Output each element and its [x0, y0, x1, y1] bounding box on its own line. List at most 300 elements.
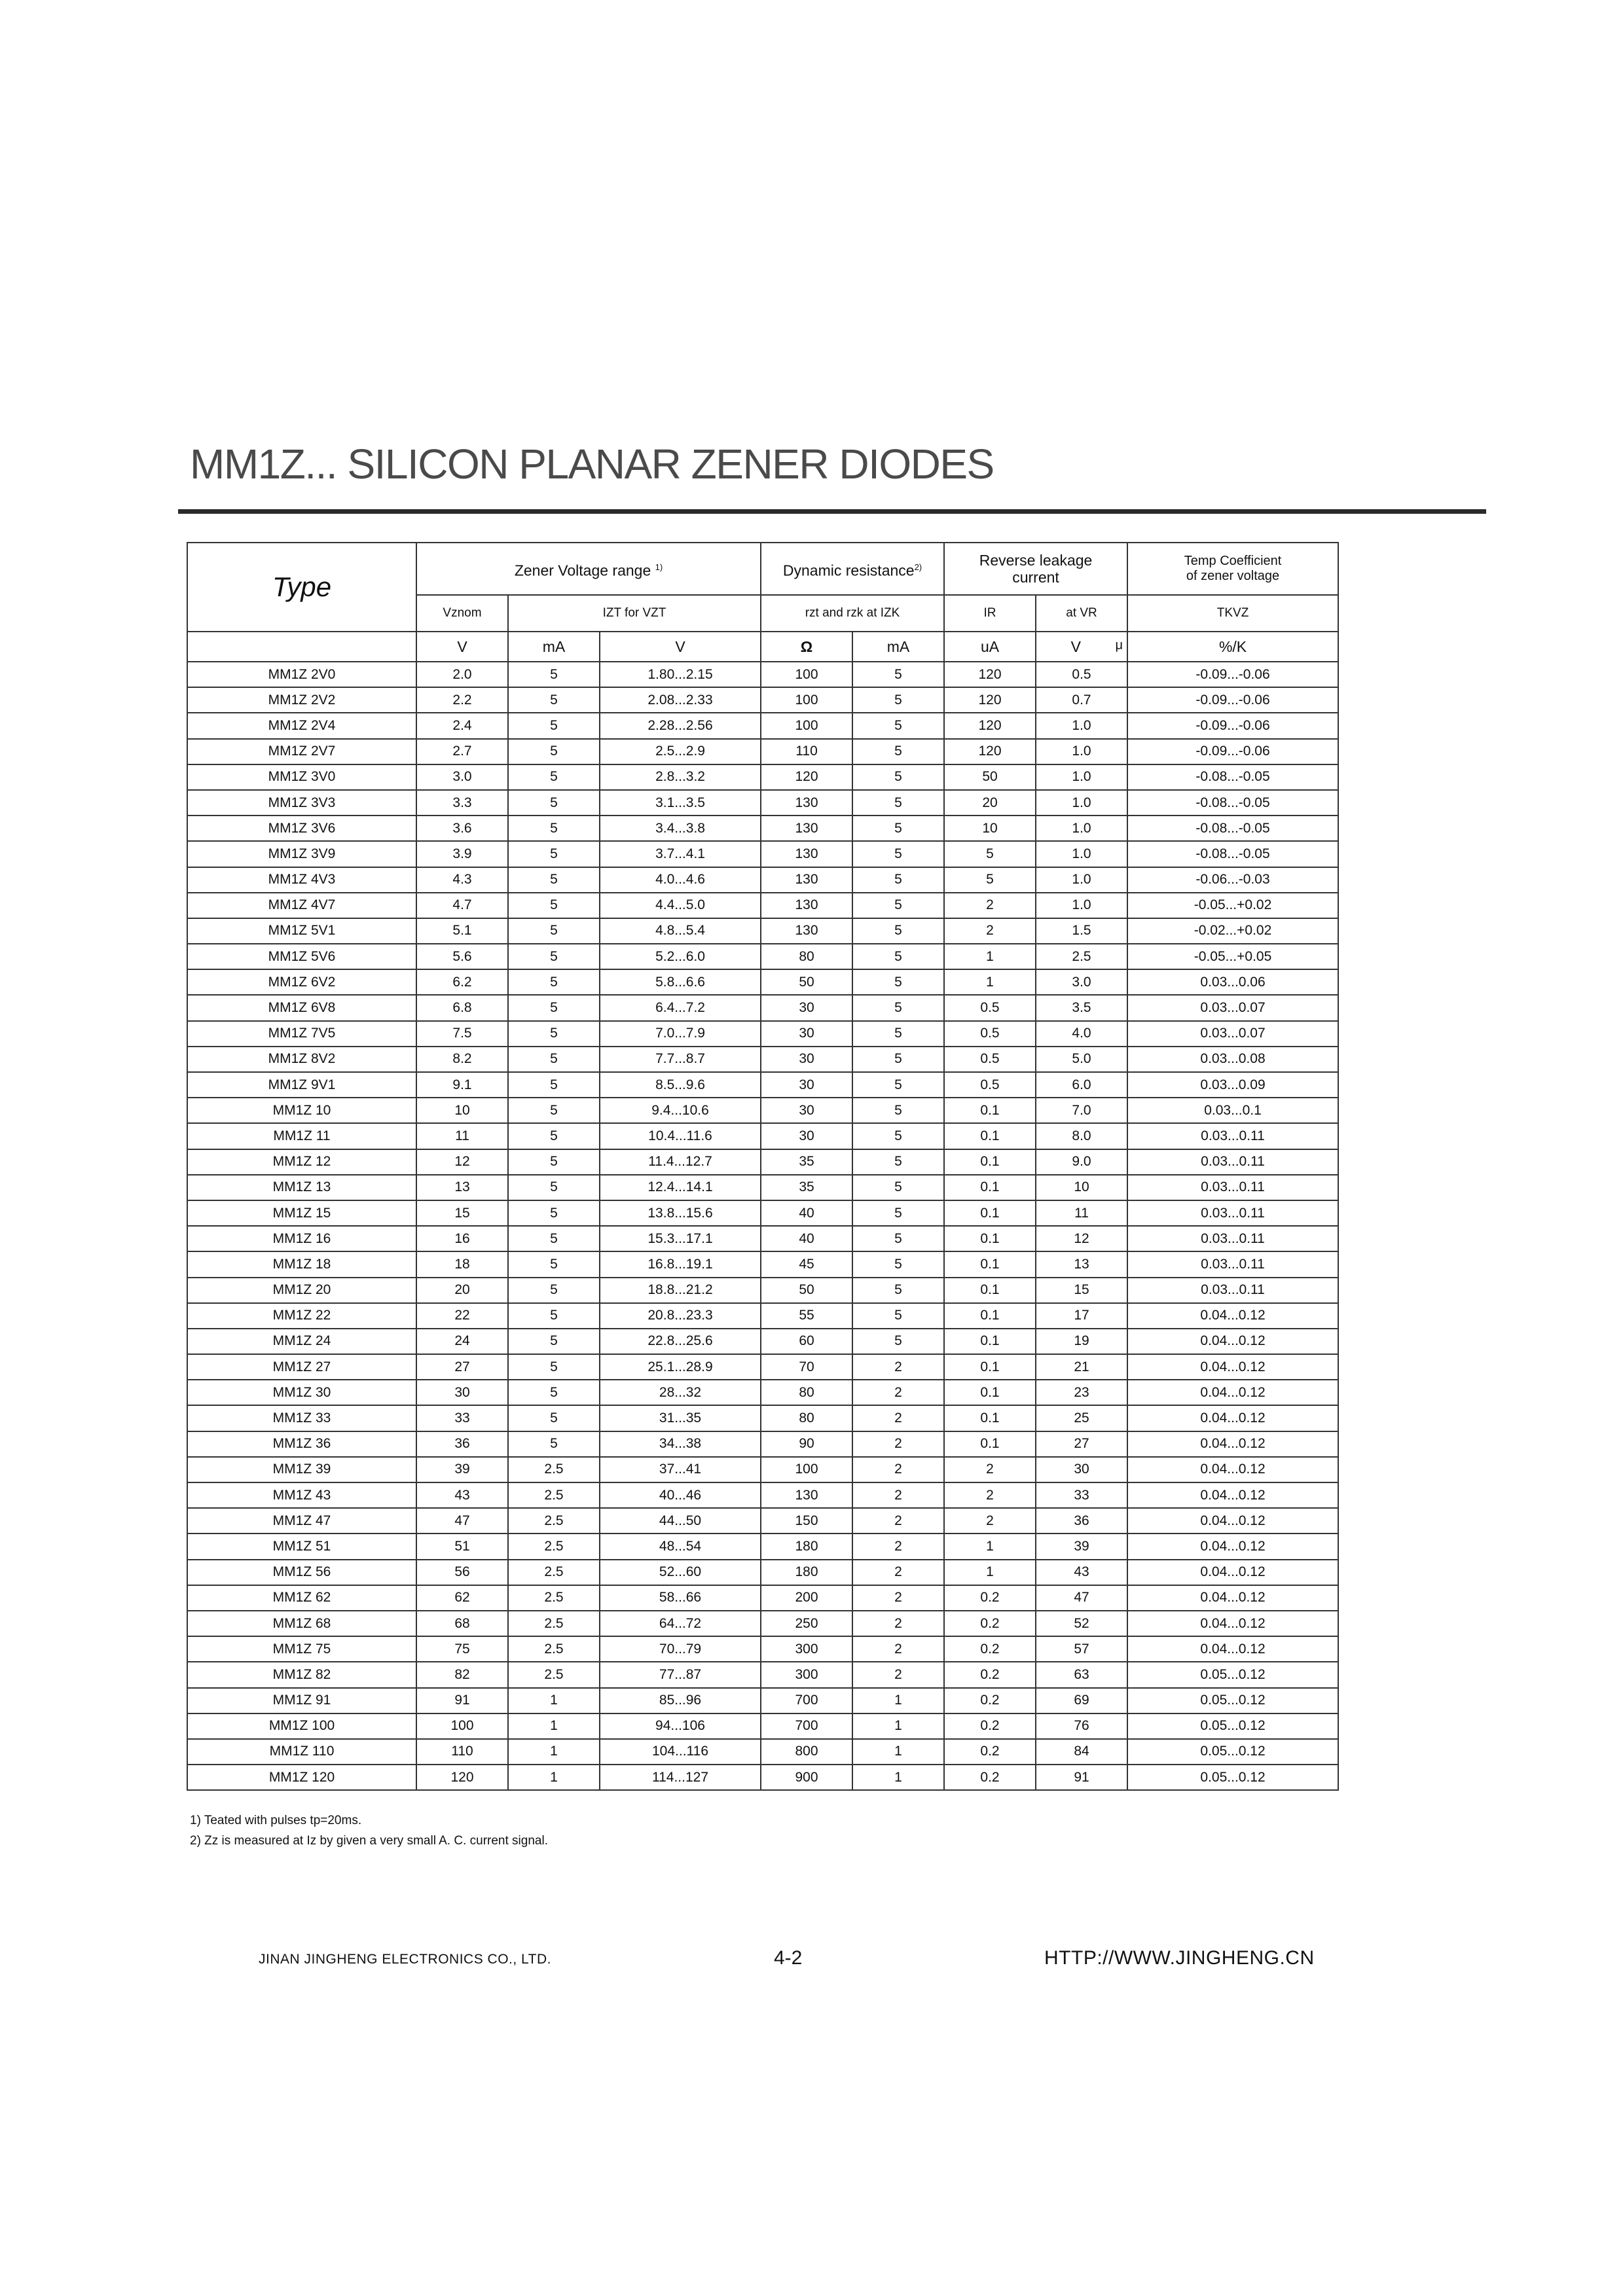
cell-rzt: 30	[761, 995, 852, 1020]
cell-rzt: 100	[761, 662, 852, 687]
cell-ir: 20	[944, 790, 1036, 816]
cell-type: MM1Z 110	[187, 1739, 416, 1765]
cell-vzt-range: 104...116	[600, 1739, 761, 1765]
cell-type: MM1Z 22	[187, 1303, 416, 1329]
header-at-vr: at VR	[1036, 595, 1127, 632]
cell-izt: 5	[508, 790, 600, 816]
cell-ir: 0.5	[944, 1072, 1036, 1098]
unit-ma: mA	[508, 632, 600, 662]
cell-tkvz: 0.04...0.12	[1127, 1585, 1338, 1611]
table-row	[187, 1226, 1338, 1251]
cell-rzt: 300	[761, 1662, 852, 1687]
cell-vzt-range: 28...32	[600, 1380, 761, 1405]
cell-izk: 2	[852, 1662, 944, 1687]
cell-vr: 52	[1036, 1611, 1127, 1636]
cell-vzt-range: 13.8...15.6	[600, 1200, 761, 1226]
cell-ir: 0.1	[944, 1354, 1036, 1380]
cell-vzt-range: 48...54	[600, 1534, 761, 1559]
cell-izt: 2.5	[508, 1662, 600, 1687]
cell-tkvz: 0.03...0.07	[1127, 1021, 1338, 1047]
cell-tkvz: 0.05...0.12	[1127, 1688, 1338, 1713]
cell-vzt-range: 31...35	[600, 1405, 761, 1431]
cell-vr: 2.5	[1036, 944, 1127, 969]
cell-vzt-range: 77...87	[600, 1662, 761, 1687]
cell-rzt: 130	[761, 918, 852, 944]
cell-vznom: 5.6	[416, 944, 508, 969]
table-row	[187, 995, 1338, 1020]
cell-tkvz: -0.09...-0.06	[1127, 713, 1338, 738]
table-row	[187, 1021, 1338, 1047]
cell-izk: 5	[852, 1278, 944, 1303]
cell-izt: 5	[508, 918, 600, 944]
cell-rzt: 130	[761, 816, 852, 841]
cell-vznom: 5.1	[416, 918, 508, 944]
cell-ir: 0.2	[944, 1765, 1036, 1790]
cell-ir: 0.2	[944, 1636, 1036, 1662]
cell-ir: 0.1	[944, 1431, 1036, 1457]
header-vznom: Vznom	[416, 595, 508, 632]
cell-vr: 13	[1036, 1251, 1127, 1277]
table-row	[187, 1149, 1338, 1175]
table-row	[187, 1329, 1338, 1354]
cell-type: MM1Z 120	[187, 1765, 416, 1790]
cell-vzt-range: 2.8...3.2	[600, 764, 761, 790]
table-row	[187, 1636, 1338, 1662]
cell-vznom: 8.2	[416, 1047, 508, 1072]
cell-vzt-range: 25.1...28.9	[600, 1354, 761, 1380]
cell-izt: 5	[508, 1405, 600, 1431]
cell-type: MM1Z 91	[187, 1688, 416, 1713]
table-row	[187, 1354, 1338, 1380]
table-row	[187, 1303, 1338, 1329]
cell-vzt-range: 22.8...25.6	[600, 1329, 761, 1354]
cell-tkvz: -0.02...+0.02	[1127, 918, 1338, 944]
cell-rzt: 700	[761, 1713, 852, 1739]
cell-type: MM1Z 33	[187, 1405, 416, 1431]
cell-tkvz: 0.04...0.12	[1127, 1405, 1338, 1431]
cell-vznom: 91	[416, 1688, 508, 1713]
table-row	[187, 1688, 1338, 1713]
cell-tkvz: -0.05...+0.02	[1127, 893, 1338, 918]
cell-type: MM1Z 8V2	[187, 1047, 416, 1072]
cell-vzt-range: 2.08...2.33	[600, 687, 761, 713]
cell-rzt: 50	[761, 1278, 852, 1303]
cell-rzt: 800	[761, 1739, 852, 1765]
cell-tkvz: -0.05...+0.05	[1127, 944, 1338, 969]
cell-ir: 1	[944, 1534, 1036, 1559]
cell-tkvz: -0.08...-0.05	[1127, 816, 1338, 841]
cell-type: MM1Z 20	[187, 1278, 416, 1303]
table-row	[187, 1047, 1338, 1072]
table-row	[187, 662, 1338, 687]
unit-ua: uA	[944, 632, 1036, 662]
cell-tkvz: 0.03...0.07	[1127, 995, 1338, 1020]
cell-ir: 0.2	[944, 1662, 1036, 1687]
cell-type: MM1Z 13	[187, 1175, 416, 1200]
cell-izt: 5	[508, 893, 600, 918]
table-row	[187, 1611, 1338, 1636]
cell-tkvz: 0.03...0.09	[1127, 1072, 1338, 1098]
cell-rzt: 150	[761, 1508, 852, 1534]
cell-type: MM1Z 43	[187, 1482, 416, 1508]
cell-tkvz: 0.03...0.11	[1127, 1278, 1338, 1303]
header-ir: IR	[944, 595, 1036, 632]
cell-vznom: 68	[416, 1611, 508, 1636]
cell-izt: 2.5	[508, 1482, 600, 1508]
cell-vznom: 15	[416, 1200, 508, 1226]
cell-rzt: 700	[761, 1688, 852, 1713]
cell-tkvz: 0.04...0.12	[1127, 1611, 1338, 1636]
header-zener-range-label: Zener Voltage range	[514, 562, 651, 579]
table-row	[187, 1200, 1338, 1226]
cell-tkvz: 0.03...0.11	[1127, 1226, 1338, 1251]
cell-rzt: 35	[761, 1175, 852, 1200]
cell-vr: 1.0	[1036, 790, 1127, 816]
cell-ir: 0.2	[944, 1713, 1036, 1739]
cell-izt: 1	[508, 1739, 600, 1765]
cell-vr: 19	[1036, 1329, 1127, 1354]
cell-vznom: 62	[416, 1585, 508, 1611]
cell-rzt: 180	[761, 1560, 852, 1585]
cell-rzt: 40	[761, 1226, 852, 1251]
cell-izt: 2.5	[508, 1534, 600, 1559]
cell-vznom: 47	[416, 1508, 508, 1534]
cell-izk: 5	[852, 1226, 944, 1251]
cell-tkvz: 0.04...0.12	[1127, 1380, 1338, 1405]
unit-v-vr-label: V	[1070, 637, 1081, 655]
cell-tkvz: -0.09...-0.06	[1127, 687, 1338, 713]
cell-type: MM1Z 2V2	[187, 687, 416, 713]
cell-vr: 3.5	[1036, 995, 1127, 1020]
cell-rzt: 130	[761, 893, 852, 918]
cell-rzt: 80	[761, 1405, 852, 1431]
cell-izk: 2	[852, 1508, 944, 1534]
cell-izt: 5	[508, 944, 600, 969]
header-rzt-rzk: rzt and rzk at IZK	[761, 595, 944, 632]
cell-vzt-range: 16.8...19.1	[600, 1251, 761, 1277]
cell-ir: 0.2	[944, 1739, 1036, 1765]
cell-type: MM1Z 6V2	[187, 969, 416, 995]
cell-vzt-range: 2.28...2.56	[600, 713, 761, 738]
cell-ir: 1	[944, 1560, 1036, 1585]
header-dynamic-label: Dynamic resistance	[782, 562, 915, 579]
table-row	[187, 816, 1338, 841]
cell-rzt: 30	[761, 1098, 852, 1123]
cell-vzt-range: 70...79	[600, 1636, 761, 1662]
cell-vr: 3.0	[1036, 969, 1127, 995]
cell-rzt: 30	[761, 1021, 852, 1047]
cell-rzt: 130	[761, 867, 852, 893]
cell-izt: 2.5	[508, 1611, 600, 1636]
cell-rzt: 30	[761, 1123, 852, 1149]
cell-tkvz: -0.08...-0.05	[1127, 764, 1338, 790]
cell-ir: 0.1	[944, 1278, 1036, 1303]
unit-pct-per-k: %/K	[1127, 632, 1338, 662]
cell-rzt: 100	[761, 1457, 852, 1482]
cell-vzt-range: 20.8...23.3	[600, 1303, 761, 1329]
cell-type: MM1Z 82	[187, 1662, 416, 1687]
cell-izt: 2.5	[508, 1560, 600, 1585]
cell-izk: 5	[852, 969, 944, 995]
unit-ohm: Ω	[761, 632, 852, 662]
cell-ir: 2	[944, 893, 1036, 918]
cell-tkvz: 0.04...0.12	[1127, 1303, 1338, 1329]
cell-tkvz: 0.04...0.12	[1127, 1560, 1338, 1585]
table-row	[187, 739, 1338, 764]
cell-vznom: 4.3	[416, 867, 508, 893]
cell-type: MM1Z 75	[187, 1636, 416, 1662]
table-row	[187, 1431, 1338, 1457]
cell-ir: 0.1	[944, 1405, 1036, 1431]
header-temp-coefficient	[1127, 543, 1338, 595]
cell-vzt-range: 4.0...4.6	[600, 867, 761, 893]
cell-type: MM1Z 7V5	[187, 1021, 416, 1047]
cell-type: MM1Z 5V6	[187, 944, 416, 969]
cell-ir: 1	[944, 969, 1036, 995]
cell-izt: 5	[508, 1278, 600, 1303]
cell-vzt-range: 8.5...9.6	[600, 1072, 761, 1098]
cell-vznom: 39	[416, 1457, 508, 1482]
cell-vznom: 7.5	[416, 1021, 508, 1047]
cell-rzt: 35	[761, 1149, 852, 1175]
cell-izt: 5	[508, 969, 600, 995]
cell-type: MM1Z 4V3	[187, 867, 416, 893]
cell-ir: 0.1	[944, 1149, 1036, 1175]
cell-tkvz: 0.04...0.12	[1127, 1329, 1338, 1354]
cell-vr: 9.0	[1036, 1149, 1127, 1175]
cell-ir: 0.5	[944, 1021, 1036, 1047]
cell-vr: 6.0	[1036, 1072, 1127, 1098]
cell-izt: 1	[508, 1765, 600, 1790]
cell-izt: 5	[508, 1251, 600, 1277]
cell-izt: 5	[508, 739, 600, 764]
cell-tkvz: 0.04...0.12	[1127, 1431, 1338, 1457]
cell-vr: 91	[1036, 1765, 1127, 1790]
table-row	[187, 1123, 1338, 1149]
cell-vznom: 6.2	[416, 969, 508, 995]
cell-izk: 5	[852, 841, 944, 867]
cell-vzt-range: 3.7...4.1	[600, 841, 761, 867]
cell-type: MM1Z 36	[187, 1431, 416, 1457]
cell-tkvz: 0.04...0.12	[1127, 1508, 1338, 1534]
cell-tkvz: 0.04...0.12	[1127, 1482, 1338, 1508]
cell-ir: 0.1	[944, 1303, 1036, 1329]
cell-ir: 0.2	[944, 1611, 1036, 1636]
cell-rzt: 180	[761, 1534, 852, 1559]
cell-vznom: 18	[416, 1251, 508, 1277]
cell-vznom: 2.2	[416, 687, 508, 713]
header-zener-range	[416, 543, 761, 595]
table-row	[187, 1739, 1338, 1765]
cell-type: MM1Z 56	[187, 1560, 416, 1585]
cell-izk: 5	[852, 662, 944, 687]
cell-tkvz: -0.06...-0.03	[1127, 867, 1338, 893]
cell-type: MM1Z 3V6	[187, 816, 416, 841]
cell-izk: 5	[852, 1021, 944, 1047]
cell-izt: 5	[508, 1149, 600, 1175]
cell-type: MM1Z 3V0	[187, 764, 416, 790]
footnote-2: 2) Zz is measured at Iz by given a very small A. C. current signal.	[190, 1834, 548, 1848]
cell-vr: 47	[1036, 1585, 1127, 1611]
cell-tkvz: 0.03...0.11	[1127, 1251, 1338, 1277]
cell-rzt: 110	[761, 739, 852, 764]
cell-vznom: 24	[416, 1329, 508, 1354]
cell-ir: 0.1	[944, 1251, 1036, 1277]
cell-izt: 5	[508, 764, 600, 790]
cell-type: MM1Z 12	[187, 1149, 416, 1175]
cell-vr: 0.5	[1036, 662, 1127, 687]
cell-izt: 5	[508, 1329, 600, 1354]
cell-izk: 2	[852, 1636, 944, 1662]
cell-vznom: 2.4	[416, 713, 508, 738]
cell-izt: 2.5	[508, 1457, 600, 1482]
cell-vznom: 3.3	[416, 790, 508, 816]
cell-ir: 120	[944, 687, 1036, 713]
cell-izt: 5	[508, 1226, 600, 1251]
cell-ir: 0.2	[944, 1688, 1036, 1713]
cell-rzt: 90	[761, 1431, 852, 1457]
cell-izt: 5	[508, 867, 600, 893]
table-row	[187, 687, 1338, 713]
cell-izt: 5	[508, 841, 600, 867]
cell-izk: 5	[852, 687, 944, 713]
table-row	[187, 969, 1338, 995]
cell-ir: 0.1	[944, 1175, 1036, 1200]
cell-ir: 0.1	[944, 1200, 1036, 1226]
cell-tkvz: 0.05...0.12	[1127, 1713, 1338, 1739]
cell-rzt: 200	[761, 1585, 852, 1611]
cell-vznom: 2.0	[416, 662, 508, 687]
cell-ir: 10	[944, 816, 1036, 841]
cell-izk: 2	[852, 1585, 944, 1611]
cell-type: MM1Z 62	[187, 1585, 416, 1611]
cell-type: MM1Z 16	[187, 1226, 416, 1251]
table-row	[187, 1457, 1338, 1482]
table-row	[187, 1072, 1338, 1098]
cell-izt: 5	[508, 1431, 600, 1457]
cell-ir: 0.2	[944, 1585, 1036, 1611]
unit-v-range: V	[600, 632, 761, 662]
cell-vr: 7.0	[1036, 1098, 1127, 1123]
table-row	[187, 1482, 1338, 1508]
cell-izt: 2.5	[508, 1636, 600, 1662]
cell-vzt-range: 94...106	[600, 1713, 761, 1739]
cell-type: MM1Z 27	[187, 1354, 416, 1380]
cell-type: MM1Z 51	[187, 1534, 416, 1559]
cell-tkvz: 0.04...0.12	[1127, 1354, 1338, 1380]
cell-izk: 5	[852, 1123, 944, 1149]
cell-vr: 76	[1036, 1713, 1127, 1739]
cell-vznom: 120	[416, 1765, 508, 1790]
cell-type: MM1Z 68	[187, 1611, 416, 1636]
cell-ir: 120	[944, 662, 1036, 687]
cell-izk: 5	[852, 944, 944, 969]
cell-izk: 5	[852, 713, 944, 738]
cell-izk: 1	[852, 1713, 944, 1739]
cell-rzt: 100	[761, 713, 852, 738]
cell-vzt-range: 44...50	[600, 1508, 761, 1534]
cell-type: MM1Z 2V0	[187, 662, 416, 687]
cell-type: MM1Z 11	[187, 1123, 416, 1149]
cell-ir: 0.5	[944, 1047, 1036, 1072]
cell-vzt-range: 7.0...7.9	[600, 1021, 761, 1047]
cell-vzt-range: 12.4...14.1	[600, 1175, 761, 1200]
cell-rzt: 50	[761, 969, 852, 995]
header-dynamic-resistance	[761, 543, 944, 595]
cell-vzt-range: 6.4...7.2	[600, 995, 761, 1020]
header-reverse-leakage: Reverse leakage current	[944, 543, 1127, 595]
cell-vzt-range: 4.4...5.0	[600, 893, 761, 918]
cell-rzt: 100	[761, 687, 852, 713]
cell-type: MM1Z 10	[187, 1098, 416, 1123]
cell-rzt: 80	[761, 1380, 852, 1405]
cell-izt: 1	[508, 1688, 600, 1713]
table-row	[187, 944, 1338, 969]
cell-vr: 21	[1036, 1354, 1127, 1380]
cell-vznom: 12	[416, 1149, 508, 1175]
cell-vr: 1.0	[1036, 713, 1127, 738]
cell-type: MM1Z 47	[187, 1508, 416, 1534]
cell-izk: 5	[852, 816, 944, 841]
cell-izt: 5	[508, 687, 600, 713]
table-row	[187, 1662, 1338, 1687]
cell-vr: 1.0	[1036, 816, 1127, 841]
table-row	[187, 1175, 1338, 1200]
cell-izt: 1	[508, 1713, 600, 1739]
cell-tkvz: -0.08...-0.05	[1127, 841, 1338, 867]
cell-tkvz: 0.03...0.11	[1127, 1123, 1338, 1149]
table-row	[187, 918, 1338, 944]
unit-ma-izk: mA	[852, 632, 944, 662]
cell-vznom: 75	[416, 1636, 508, 1662]
cell-ir: 120	[944, 739, 1036, 764]
cell-ir: 0.1	[944, 1380, 1036, 1405]
cell-type: MM1Z 3V9	[187, 841, 416, 867]
cell-ir: 0.1	[944, 1226, 1036, 1251]
footnote-1: 1) Teated with pulses tp=20ms.	[190, 1814, 362, 1827]
footnotes	[190, 1810, 548, 1851]
cell-vzt-range: 64...72	[600, 1611, 761, 1636]
cell-izk: 5	[852, 1047, 944, 1072]
cell-rzt: 40	[761, 1200, 852, 1226]
table-row	[187, 1380, 1338, 1405]
cell-izk: 5	[852, 1072, 944, 1098]
cell-izt: 5	[508, 1098, 600, 1123]
cell-rzt: 300	[761, 1636, 852, 1662]
cell-rzt: 30	[761, 1047, 852, 1072]
table-row	[187, 790, 1338, 816]
cell-izk: 1	[852, 1739, 944, 1765]
cell-vr: 39	[1036, 1534, 1127, 1559]
cell-izk: 5	[852, 1303, 944, 1329]
cell-vzt-range: 11.4...12.7	[600, 1149, 761, 1175]
cell-tkvz: 0.03...0.08	[1127, 1047, 1338, 1072]
table-body	[187, 662, 1338, 1790]
cell-vzt-range: 85...96	[600, 1688, 761, 1713]
cell-vr: 30	[1036, 1457, 1127, 1482]
cell-tkvz: 0.05...0.12	[1127, 1662, 1338, 1687]
cell-rzt: 60	[761, 1329, 852, 1354]
cell-rzt: 900	[761, 1765, 852, 1790]
cell-izt: 5	[508, 816, 600, 841]
table-row	[187, 1405, 1338, 1431]
cell-vznom: 33	[416, 1405, 508, 1431]
cell-ir: 50	[944, 764, 1036, 790]
cell-izt: 5	[508, 662, 600, 687]
header-dynamic-note: 2)	[914, 562, 922, 572]
table-row	[187, 1560, 1338, 1585]
cell-vr: 1.5	[1036, 918, 1127, 944]
